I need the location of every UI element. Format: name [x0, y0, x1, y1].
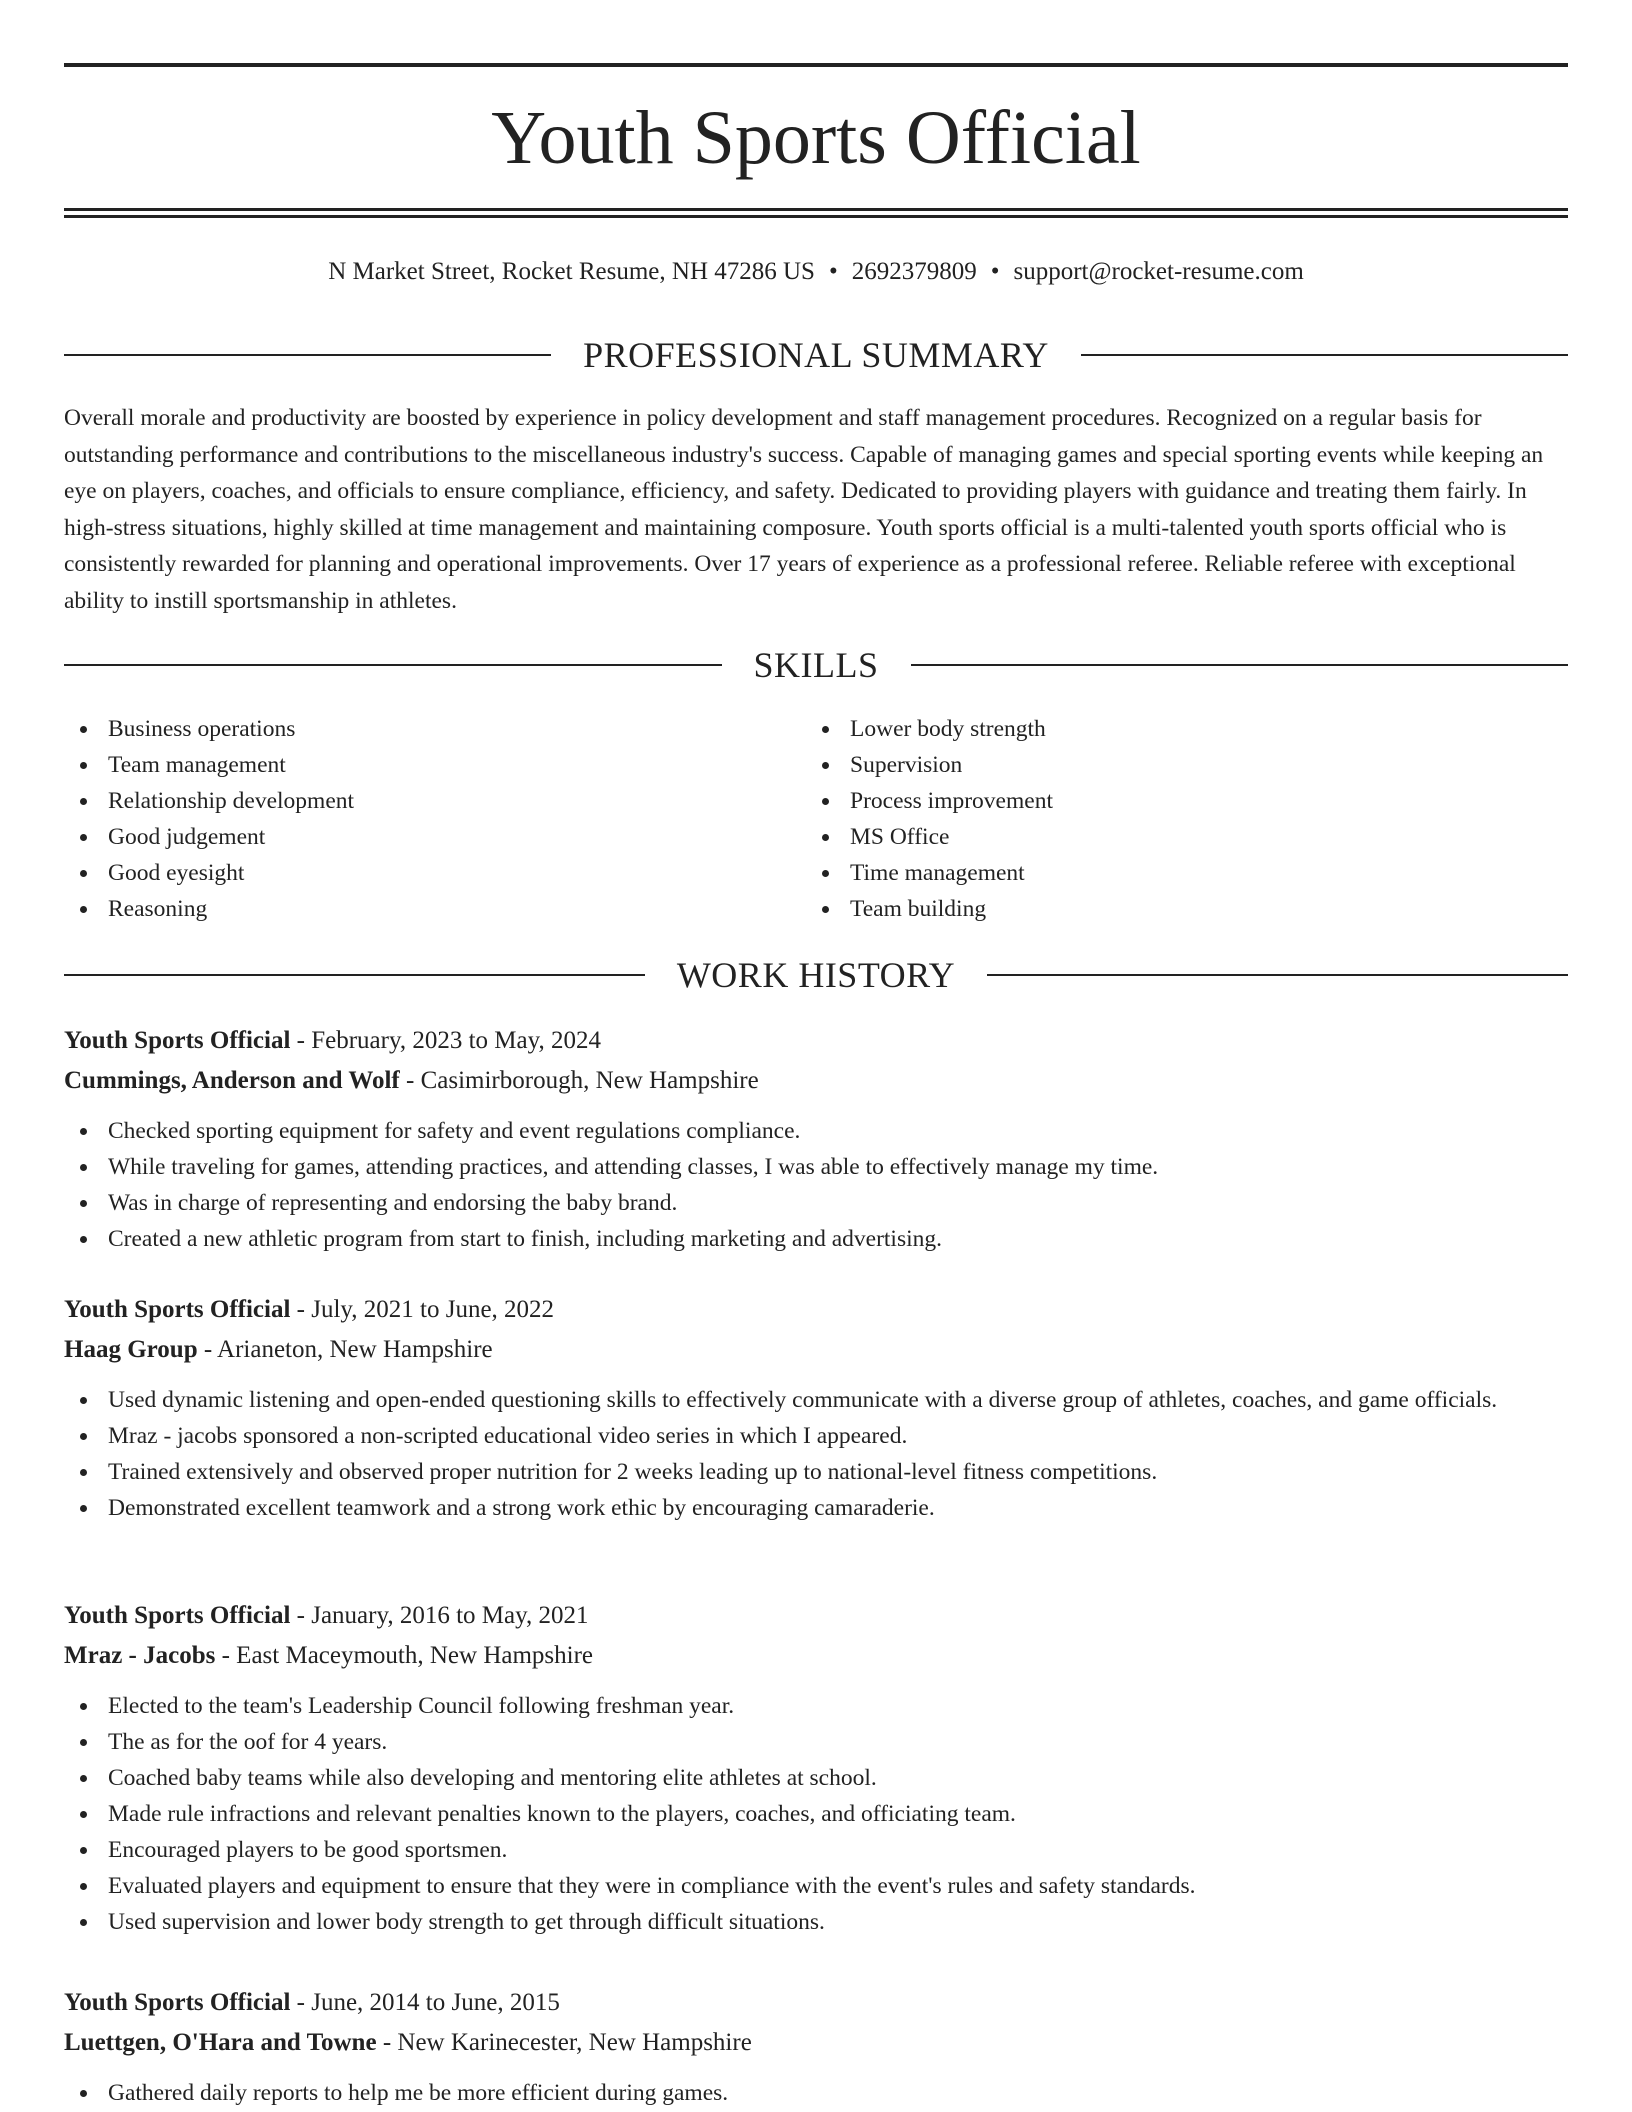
contact-line: [64, 256, 1568, 288]
heading-text: PROFESSIONAL SUMMARY: [583, 335, 1049, 375]
skill-item: Good eyesight: [64, 855, 806, 891]
job-location: - Arianeton, New Hampshire: [197, 1336, 493, 1363]
job-bullet: Mraz - jacobs sponsored a non-scripted educational video series in which I appeared.: [64, 1418, 1568, 1454]
heading-text: WORK HISTORY: [676, 955, 956, 995]
job-bullet: Used dynamic listening and open-ended questioning skills to effectively communicate with a diverse group of athletes, coaches, and game officials.: [64, 1382, 1568, 1418]
job-bullet: Created a new athletic program from start to finish, including marketing and advertising.: [64, 1221, 1568, 1257]
skill-item: Process improvement: [806, 783, 1548, 819]
heading-rule: [987, 974, 1568, 976]
job-bullet: The as for the oof for 4 years.: [64, 1724, 1568, 1760]
job-dates: - January, 2016 to May, 2021: [290, 1602, 589, 1629]
job-title-line: [64, 1983, 1568, 2023]
job-company: Luettgen, O'Hara and Towne: [64, 2029, 377, 2056]
heading-rule: [911, 664, 1569, 666]
job-bullets: [64, 1688, 1568, 1940]
header-double-rule: [64, 208, 1568, 218]
job-bullets: [64, 1113, 1568, 1257]
contact-phone: 2692379809: [851, 258, 977, 285]
heading-text: SKILLS: [753, 645, 879, 685]
job-title: Youth Sports Official: [64, 1296, 291, 1323]
job-title: Youth Sports Official: [64, 1989, 291, 2016]
contact-separator: •: [990, 258, 1000, 285]
job-title-line: [64, 1290, 1568, 1330]
job-location: - East Maceymouth, New Hampshire: [215, 1642, 594, 1669]
job-bullet: Demonstrated excellent teamwork and a strong work ethic by encouraging camaraderie.: [64, 1490, 1568, 1526]
job-title: Youth Sports Official: [64, 1602, 291, 1629]
heading-rule: [64, 664, 722, 666]
job-bullet: Encouraged players to be good sportsmen.: [64, 1832, 1568, 1868]
job-bullets: [64, 1382, 1568, 1526]
job-bullet: Was in charge of representing and endorsing the baby brand.: [64, 1185, 1568, 1221]
job-bullet: While traveling for games, attending practices, and attending classes, I was able to effectively manage my time.: [64, 1149, 1568, 1185]
heading-rule: [1081, 354, 1568, 356]
job-location: - New Karinecester, New Hampshire: [376, 2029, 752, 2056]
job-entry: [64, 1596, 1568, 1940]
skill-item: Reasoning: [64, 891, 806, 927]
job-title-line: [64, 1596, 1568, 1636]
job-company: Haag Group: [64, 1336, 198, 1363]
job-company-line: [64, 1636, 1568, 1676]
job-dates: - June, 2014 to June, 2015: [290, 1989, 560, 2016]
section-heading-skills: [64, 643, 1568, 687]
skill-item: Team building: [806, 891, 1548, 927]
contact-email: support@rocket-resume.com: [1013, 258, 1304, 285]
job-entry: [64, 1983, 1568, 2111]
contact-address: N Market Street, Rocket Resume, NH 47286 US: [328, 258, 815, 285]
skills-column-left: [64, 711, 806, 927]
job-bullet: Used supervision and lower body strength to get through difficult situations.: [64, 1904, 1568, 1940]
job-location: - Casimirborough, New Hampshire: [399, 1067, 759, 1094]
skill-item: Business operations: [64, 711, 806, 747]
skill-item: Time management: [806, 855, 1548, 891]
job-dates: - February, 2023 to May, 2024: [290, 1027, 602, 1054]
section-heading-work-history: [64, 953, 1568, 997]
skill-item: Team management: [64, 747, 806, 783]
job-bullet: Elected to the team's Leadership Council following freshman year.: [64, 1688, 1568, 1724]
job-company: Cummings, Anderson and Wolf: [64, 1067, 400, 1094]
skill-item: MS Office: [806, 819, 1548, 855]
contact-separator: •: [828, 258, 838, 285]
skills-list: [64, 711, 1568, 927]
job-company: Mraz - Jacobs: [64, 1642, 216, 1669]
skill-item: Supervision: [806, 747, 1548, 783]
professional-summary: Overall morale and productivity are boosted by experience in policy development and staff management procedures. Recognized on a regular basis for outstanding performance and contributions to the miscellaneous industry's success. Capable of managing games and special sporting events while keeping an eye on players, coaches, and officials to ensure compliance, efficiency, and safety. Dedicated to providing players with guidance and treating them fairly. In high-stress situations, highly skilled at time management and maintaining composure. Youth sports official is a multi-talented youth sports official who is consistently rewarded for planning and operational improvements. Over 17 years of experience as a professional referee. Reliable referee with exceptional ability to instill sportsmanship in athletes.: [64, 405, 1544, 614]
job-bullet: Checked sporting equipment for safety and event regulations compliance.: [64, 1113, 1568, 1149]
job-entry: [64, 1290, 1568, 1526]
job-company-line: [64, 2023, 1568, 2063]
skill-item: Good judgement: [64, 819, 806, 855]
job-title-line: [64, 1021, 1568, 1061]
header-top-rule: [64, 63, 1568, 67]
resume-name: Youth Sports Official: [491, 96, 1141, 180]
skill-item: Relationship development: [64, 783, 806, 819]
job-bullet: Trained extensively and observed proper nutrition for 2 weeks leading up to national-level fitness competitions.: [64, 1454, 1568, 1490]
job-entry: [64, 1021, 1568, 1257]
job-bullets: [64, 2075, 1568, 2111]
job-bullet: Made rule infractions and relevant penalties known to the players, coaches, and officiating team.: [64, 1796, 1568, 1832]
skills-column-right: [806, 711, 1548, 927]
heading-rule: [64, 974, 645, 976]
skill-item: Lower body strength: [806, 711, 1548, 747]
job-company-line: [64, 1061, 1568, 1101]
job-bullet: Gathered daily reports to help me be more efficient during games.: [64, 2075, 1568, 2111]
heading-rule: [64, 354, 551, 356]
job-dates: - July, 2021 to June, 2022: [290, 1296, 555, 1323]
job-bullet: Coached baby teams while also developing and mentoring elite athletes at school.: [64, 1760, 1568, 1796]
job-bullet: Evaluated players and equipment to ensure that they were in compliance with the event's rules and safety standards.: [64, 1868, 1568, 1904]
section-heading-summary: [64, 333, 1568, 377]
job-title: Youth Sports Official: [64, 1027, 291, 1054]
job-company-line: [64, 1330, 1568, 1370]
